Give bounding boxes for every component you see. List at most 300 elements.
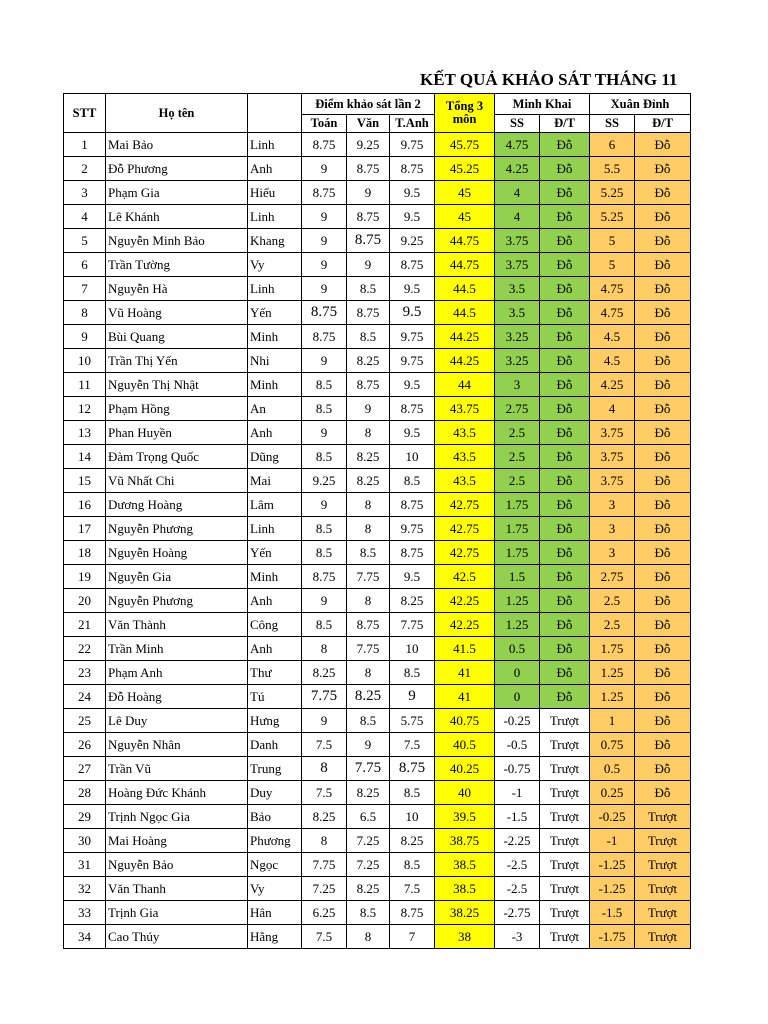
surname-cell: Văn Thành bbox=[106, 613, 248, 637]
ss2-cell: 2.5 bbox=[590, 613, 635, 637]
survey-group-header: Điểm khảo sát lần 2 bbox=[302, 94, 435, 115]
ss1-cell: 1.25 bbox=[495, 613, 540, 637]
stt-cell: 13 bbox=[64, 421, 106, 445]
english-cell: 9.5 bbox=[390, 205, 435, 229]
dt2-cell: Đỗ bbox=[635, 421, 691, 445]
table-row bbox=[64, 685, 691, 709]
given-name-cell: Minh bbox=[248, 325, 302, 349]
ss2-cell: 3.75 bbox=[590, 445, 635, 469]
total-cell: 43.5 bbox=[435, 421, 495, 445]
dt1-cell: Đỗ bbox=[540, 565, 590, 589]
math-cell: 7.5 bbox=[302, 781, 347, 805]
english-cell: 9.5 bbox=[390, 301, 435, 325]
table-row bbox=[64, 853, 691, 877]
surname-cell: Mai Hoàng bbox=[106, 829, 248, 853]
surname-cell: Trần Tường bbox=[106, 253, 248, 277]
total-cell: 44.75 bbox=[435, 253, 495, 277]
table-row bbox=[64, 877, 691, 901]
math-cell: 8.5 bbox=[302, 541, 347, 565]
ss2-cell: 3 bbox=[590, 541, 635, 565]
total-cell: 41 bbox=[435, 661, 495, 685]
report-title: KẾT QUẢ KHẢO SÁT THÁNG 11 bbox=[420, 70, 678, 89]
literature-cell: 7.75 bbox=[347, 565, 390, 589]
ss1-cell: 4.75 bbox=[495, 133, 540, 157]
surname-cell: Nguyễn Gia bbox=[106, 565, 248, 589]
dt1-cell: Đỗ bbox=[540, 541, 590, 565]
total-cell: 43.5 bbox=[435, 445, 495, 469]
dt2-cell: Trượt bbox=[635, 829, 691, 853]
total-cell: 40.25 bbox=[435, 757, 495, 781]
ss2-cell: 5.25 bbox=[590, 205, 635, 229]
ss1-cell: 2.5 bbox=[495, 469, 540, 493]
ss1-cell: 3.5 bbox=[495, 301, 540, 325]
given-name-cell: Ngọc bbox=[248, 853, 302, 877]
table-row bbox=[64, 349, 691, 373]
ss2-cell: 4.5 bbox=[590, 325, 635, 349]
ss1-cell: 0 bbox=[495, 685, 540, 709]
literature-cell: 8 bbox=[347, 589, 390, 613]
given-name-cell: Khang bbox=[248, 229, 302, 253]
literature-cell: 8.25 bbox=[347, 685, 390, 709]
surname-cell: Vũ Hoàng bbox=[106, 301, 248, 325]
table-row bbox=[64, 133, 691, 157]
surname-cell: Trịnh Gia bbox=[106, 901, 248, 925]
given-name-cell: Trung bbox=[248, 757, 302, 781]
dt2-cell: Đỗ bbox=[635, 181, 691, 205]
table-row bbox=[64, 613, 691, 637]
stt-cell: 18 bbox=[64, 541, 106, 565]
english-cell: 8.75 bbox=[390, 901, 435, 925]
given-name-cell: Danh bbox=[248, 733, 302, 757]
table-row bbox=[64, 565, 691, 589]
total-cell: 44.75 bbox=[435, 229, 495, 253]
stt-cell: 19 bbox=[64, 565, 106, 589]
total-cell: 45.25 bbox=[435, 157, 495, 181]
ss1-cell: -0.5 bbox=[495, 733, 540, 757]
literature-cell: 8.5 bbox=[347, 325, 390, 349]
ss2-cell: 6 bbox=[590, 133, 635, 157]
ss2-cell: 4 bbox=[590, 397, 635, 421]
math-cell: 7.75 bbox=[302, 853, 347, 877]
given-name-cell: Vy bbox=[248, 877, 302, 901]
ss1-cell: 3.5 bbox=[495, 277, 540, 301]
ss1-header: SS bbox=[495, 115, 540, 133]
math-cell: 7.75 bbox=[302, 685, 347, 709]
dt2-cell: Đỗ bbox=[635, 205, 691, 229]
math-cell: 8.75 bbox=[302, 565, 347, 589]
ss2-cell: -1 bbox=[590, 829, 635, 853]
english-cell: 7.75 bbox=[390, 613, 435, 637]
total-cell: 45 bbox=[435, 181, 495, 205]
dt1-cell: Đỗ bbox=[540, 253, 590, 277]
ss1-cell: -2.75 bbox=[495, 901, 540, 925]
given-name-cell: Bảo bbox=[248, 805, 302, 829]
english-cell: 9.25 bbox=[390, 229, 435, 253]
table-row bbox=[64, 445, 691, 469]
given-name-cell: Công bbox=[248, 613, 302, 637]
stt-cell: 14 bbox=[64, 445, 106, 469]
english-cell: 9.75 bbox=[390, 133, 435, 157]
literature-cell: 8 bbox=[347, 517, 390, 541]
surname-cell: Đỗ Hoàng bbox=[106, 685, 248, 709]
surname-cell: Nguyễn Thị Nhật bbox=[106, 373, 248, 397]
table-row bbox=[64, 517, 691, 541]
total-cell: 45 bbox=[435, 205, 495, 229]
ss2-cell: 4.5 bbox=[590, 349, 635, 373]
surname-cell: Đỗ Phương bbox=[106, 157, 248, 181]
dt1-cell: Trượt bbox=[540, 853, 590, 877]
ss1-cell: 1.75 bbox=[495, 541, 540, 565]
math-cell: 8.75 bbox=[302, 181, 347, 205]
dt2-cell: Trượt bbox=[635, 805, 691, 829]
math-header: Toán bbox=[302, 115, 347, 133]
stt-cell: 10 bbox=[64, 349, 106, 373]
stt-cell: 24 bbox=[64, 685, 106, 709]
math-cell: 8 bbox=[302, 829, 347, 853]
math-cell: 9 bbox=[302, 277, 347, 301]
dt2-cell: Đỗ bbox=[635, 589, 691, 613]
literature-cell: 8.25 bbox=[347, 349, 390, 373]
stt-cell: 30 bbox=[64, 829, 106, 853]
dt1-cell: Trượt bbox=[540, 829, 590, 853]
dt1-cell: Trượt bbox=[540, 709, 590, 733]
dt1-cell: Trượt bbox=[540, 733, 590, 757]
total-cell: 44.5 bbox=[435, 301, 495, 325]
ss2-cell: 0.75 bbox=[590, 733, 635, 757]
math-cell: 8.75 bbox=[302, 325, 347, 349]
english-cell: 9.5 bbox=[390, 421, 435, 445]
given-name-cell: Hằng bbox=[248, 925, 302, 949]
ss2-cell: 5 bbox=[590, 229, 635, 253]
ss1-cell: -0.75 bbox=[495, 757, 540, 781]
table-row bbox=[64, 181, 691, 205]
english-cell: 9.5 bbox=[390, 565, 435, 589]
literature-cell: 8 bbox=[347, 925, 390, 949]
ss1-cell: -1.5 bbox=[495, 805, 540, 829]
stt-cell: 17 bbox=[64, 517, 106, 541]
dt2-cell: Đỗ bbox=[635, 469, 691, 493]
dt2-cell: Đỗ bbox=[635, 373, 691, 397]
english-header: T.Anh bbox=[390, 115, 435, 133]
dt2-cell: Đỗ bbox=[635, 517, 691, 541]
total-cell: 43.5 bbox=[435, 469, 495, 493]
ss1-cell: 4 bbox=[495, 205, 540, 229]
table-row bbox=[64, 589, 691, 613]
table-row bbox=[64, 229, 691, 253]
table-row bbox=[64, 781, 691, 805]
literature-cell: 8.25 bbox=[347, 781, 390, 805]
given-name-cell: Hưng bbox=[248, 709, 302, 733]
dt1-cell: Đỗ bbox=[540, 397, 590, 421]
ss1-cell: 3.75 bbox=[495, 229, 540, 253]
dt1-cell: Đỗ bbox=[540, 301, 590, 325]
ss1-cell: 1.5 bbox=[495, 565, 540, 589]
table-row bbox=[64, 469, 691, 493]
literature-cell: 7.25 bbox=[347, 829, 390, 853]
surname-cell: Bùi Quang bbox=[106, 325, 248, 349]
stt-cell: 6 bbox=[64, 253, 106, 277]
ss2-cell: 3 bbox=[590, 517, 635, 541]
surname-cell: Trịnh Ngọc Gia bbox=[106, 805, 248, 829]
english-cell: 9.5 bbox=[390, 181, 435, 205]
stt-cell: 12 bbox=[64, 397, 106, 421]
english-cell: 8.75 bbox=[390, 757, 435, 781]
dt2-cell: Đỗ bbox=[635, 349, 691, 373]
ss2-cell: 0.5 bbox=[590, 757, 635, 781]
total-cell: 41 bbox=[435, 685, 495, 709]
table-row bbox=[64, 709, 691, 733]
math-cell: 9 bbox=[302, 205, 347, 229]
math-cell: 8.5 bbox=[302, 373, 347, 397]
dt1-cell: Đỗ bbox=[540, 277, 590, 301]
ss2-cell: 5.25 bbox=[590, 181, 635, 205]
dt2-cell: Đỗ bbox=[635, 301, 691, 325]
total-cell: 38.75 bbox=[435, 829, 495, 853]
surname-cell: Đàm Trọng Quốc bbox=[106, 445, 248, 469]
stt-cell: 32 bbox=[64, 877, 106, 901]
literature-cell: 9 bbox=[347, 181, 390, 205]
dt2-cell: Trượt bbox=[635, 901, 691, 925]
dt1-cell: Trượt bbox=[540, 925, 590, 949]
literature-cell: 8.75 bbox=[347, 613, 390, 637]
stt-cell: 22 bbox=[64, 637, 106, 661]
ss2-cell: 1.25 bbox=[590, 685, 635, 709]
given-name-cell: Hiếu bbox=[248, 181, 302, 205]
dt2-cell: Đỗ bbox=[635, 637, 691, 661]
total-cell: 38.25 bbox=[435, 901, 495, 925]
dt2-cell: Đỗ bbox=[635, 685, 691, 709]
math-cell: 8.5 bbox=[302, 397, 347, 421]
english-cell: 8.25 bbox=[390, 829, 435, 853]
math-cell: 8 bbox=[302, 637, 347, 661]
ss1-cell: 0 bbox=[495, 661, 540, 685]
english-cell: 8.75 bbox=[390, 493, 435, 517]
dt1-cell: Trượt bbox=[540, 781, 590, 805]
english-cell: 9.5 bbox=[390, 373, 435, 397]
math-cell: 9 bbox=[302, 157, 347, 181]
surname-cell: Nguyễn Hà bbox=[106, 277, 248, 301]
english-cell: 9.75 bbox=[390, 325, 435, 349]
table-row bbox=[64, 301, 691, 325]
table-row bbox=[64, 493, 691, 517]
ss1-cell: 3 bbox=[495, 373, 540, 397]
total-cell: 44.25 bbox=[435, 349, 495, 373]
english-cell: 8.75 bbox=[390, 157, 435, 181]
dt1-cell: Trượt bbox=[540, 757, 590, 781]
stt-cell: 2 bbox=[64, 157, 106, 181]
surname-cell: Lê Duy bbox=[106, 709, 248, 733]
total-cell: 38.5 bbox=[435, 877, 495, 901]
surname-cell: Nguyễn Phương bbox=[106, 589, 248, 613]
ss2-cell: 1 bbox=[590, 709, 635, 733]
given-name-cell: Duy bbox=[248, 781, 302, 805]
given-name-cell: Mai bbox=[248, 469, 302, 493]
total-cell: 42.75 bbox=[435, 493, 495, 517]
english-cell: 9.5 bbox=[390, 277, 435, 301]
school-minh-khai-header: Minh Khai bbox=[495, 94, 590, 115]
dt2-cell: Đỗ bbox=[635, 757, 691, 781]
english-cell: 10 bbox=[390, 805, 435, 829]
literature-cell: 8.25 bbox=[347, 445, 390, 469]
given-name-cell: Anh bbox=[248, 421, 302, 445]
table-row bbox=[64, 925, 691, 949]
total-cell: 40 bbox=[435, 781, 495, 805]
ss2-cell: 2.75 bbox=[590, 565, 635, 589]
ss1-cell: 4 bbox=[495, 181, 540, 205]
dt2-cell: Đỗ bbox=[635, 565, 691, 589]
col-given-name-header bbox=[248, 94, 302, 133]
math-cell: 9 bbox=[302, 253, 347, 277]
dt2-cell: Trượt bbox=[635, 853, 691, 877]
dt2-cell: Đỗ bbox=[635, 253, 691, 277]
ss2-cell: 3 bbox=[590, 493, 635, 517]
english-cell: 8.25 bbox=[390, 589, 435, 613]
dt1-cell: Đỗ bbox=[540, 637, 590, 661]
given-name-cell: Yến bbox=[248, 301, 302, 325]
math-cell: 9 bbox=[302, 493, 347, 517]
given-name-cell: An bbox=[248, 397, 302, 421]
english-cell: 8.75 bbox=[390, 253, 435, 277]
stt-cell: 21 bbox=[64, 613, 106, 637]
results-table bbox=[63, 93, 691, 949]
total-cell: 42.25 bbox=[435, 589, 495, 613]
dt2-header: Đ/T bbox=[635, 115, 691, 133]
dt1-cell: Đỗ bbox=[540, 445, 590, 469]
ss2-cell: 5 bbox=[590, 253, 635, 277]
given-name-cell: Phương bbox=[248, 829, 302, 853]
surname-cell: Mai Bảo bbox=[106, 133, 248, 157]
given-name-cell: Nhi bbox=[248, 349, 302, 373]
literature-cell: 8.25 bbox=[347, 469, 390, 493]
ss2-cell: 4.75 bbox=[590, 301, 635, 325]
total-cell: 42.75 bbox=[435, 541, 495, 565]
ss1-cell: 3.25 bbox=[495, 349, 540, 373]
table-row bbox=[64, 397, 691, 421]
english-cell: 8.5 bbox=[390, 469, 435, 493]
literature-cell: 8.5 bbox=[347, 541, 390, 565]
ss2-cell: 0.25 bbox=[590, 781, 635, 805]
dt2-cell: Trượt bbox=[635, 925, 691, 949]
table-row bbox=[64, 421, 691, 445]
dt1-cell: Trượt bbox=[540, 877, 590, 901]
dt1-cell: Đỗ bbox=[540, 685, 590, 709]
math-cell: 8.5 bbox=[302, 517, 347, 541]
ss1-cell: 4.25 bbox=[495, 157, 540, 181]
literature-header: Văn bbox=[347, 115, 390, 133]
table-row bbox=[64, 541, 691, 565]
given-name-cell: Thư bbox=[248, 661, 302, 685]
surname-cell: Cao Thúy bbox=[106, 925, 248, 949]
surname-cell: Trần Vũ bbox=[106, 757, 248, 781]
math-cell: 8.5 bbox=[302, 445, 347, 469]
stt-cell: 28 bbox=[64, 781, 106, 805]
dt2-cell: Đỗ bbox=[635, 397, 691, 421]
dt2-cell: Đỗ bbox=[635, 325, 691, 349]
given-name-cell: Anh bbox=[248, 637, 302, 661]
ss1-cell: 3.25 bbox=[495, 325, 540, 349]
surname-cell: Lê Khánh bbox=[106, 205, 248, 229]
ss2-cell: -1.25 bbox=[590, 853, 635, 877]
literature-cell: 9 bbox=[347, 733, 390, 757]
ss1-cell: -0.25 bbox=[495, 709, 540, 733]
dt1-cell: Đỗ bbox=[540, 661, 590, 685]
dt2-cell: Đỗ bbox=[635, 613, 691, 637]
surname-cell: Hoàng Đức Khánh bbox=[106, 781, 248, 805]
col-name-header: Họ tên bbox=[106, 94, 248, 133]
dt2-cell: Đỗ bbox=[635, 781, 691, 805]
ss2-cell: 2.5 bbox=[590, 589, 635, 613]
school-xuan-dinh-header: Xuân Đỉnh bbox=[590, 94, 691, 115]
dt2-cell: Đỗ bbox=[635, 229, 691, 253]
english-cell: 9 bbox=[390, 685, 435, 709]
total-cell: 38.5 bbox=[435, 853, 495, 877]
header-row-1 bbox=[64, 94, 691, 115]
math-cell: 9.25 bbox=[302, 469, 347, 493]
total-cell: 42.25 bbox=[435, 613, 495, 637]
ss1-cell: 2.5 bbox=[495, 445, 540, 469]
literature-cell: 8.75 bbox=[347, 301, 390, 325]
surname-cell: Vũ Nhất Chi bbox=[106, 469, 248, 493]
stt-cell: 33 bbox=[64, 901, 106, 925]
ss1-cell: 2.75 bbox=[495, 397, 540, 421]
literature-cell: 8.75 bbox=[347, 205, 390, 229]
literature-cell: 7.75 bbox=[347, 637, 390, 661]
dt1-header: Đ/T bbox=[540, 115, 590, 133]
stt-cell: 7 bbox=[64, 277, 106, 301]
dt1-cell: Đỗ bbox=[540, 181, 590, 205]
english-cell: 7.5 bbox=[390, 877, 435, 901]
surname-cell: Nguyễn Hoàng bbox=[106, 541, 248, 565]
table-row bbox=[64, 277, 691, 301]
total-cell: 38 bbox=[435, 925, 495, 949]
table-row bbox=[64, 373, 691, 397]
total-cell: 44 bbox=[435, 373, 495, 397]
dt2-cell: Đỗ bbox=[635, 277, 691, 301]
literature-cell: 9 bbox=[347, 253, 390, 277]
ss1-cell: 3.75 bbox=[495, 253, 540, 277]
english-cell: 7.5 bbox=[390, 733, 435, 757]
col-stt-header: STT bbox=[64, 94, 106, 133]
stt-cell: 26 bbox=[64, 733, 106, 757]
dt1-cell: Đỗ bbox=[540, 613, 590, 637]
literature-cell: 8.5 bbox=[347, 901, 390, 925]
stt-cell: 15 bbox=[64, 469, 106, 493]
literature-cell: 6.5 bbox=[347, 805, 390, 829]
surname-cell: Nguyễn Nhân bbox=[106, 733, 248, 757]
dt2-cell: Đỗ bbox=[635, 493, 691, 517]
ss2-cell: 4.25 bbox=[590, 373, 635, 397]
surname-cell: Nguyễn Phương bbox=[106, 517, 248, 541]
ss2-cell: 3.75 bbox=[590, 469, 635, 493]
total-cell: 41.5 bbox=[435, 637, 495, 661]
english-cell: 5.75 bbox=[390, 709, 435, 733]
given-name-cell: Linh bbox=[248, 517, 302, 541]
literature-cell: 8.5 bbox=[347, 709, 390, 733]
dt1-cell: Đỗ bbox=[540, 493, 590, 517]
english-cell: 10 bbox=[390, 637, 435, 661]
total-cell: 45.75 bbox=[435, 133, 495, 157]
given-name-cell: Linh bbox=[248, 133, 302, 157]
ss1-cell: -3 bbox=[495, 925, 540, 949]
table-row bbox=[64, 157, 691, 181]
stt-cell: 25 bbox=[64, 709, 106, 733]
math-cell: 8.25 bbox=[302, 805, 347, 829]
stt-cell: 8 bbox=[64, 301, 106, 325]
stt-cell: 3 bbox=[64, 181, 106, 205]
ss2-cell: -1.75 bbox=[590, 925, 635, 949]
literature-cell: 7.75 bbox=[347, 757, 390, 781]
literature-cell: 8.25 bbox=[347, 877, 390, 901]
